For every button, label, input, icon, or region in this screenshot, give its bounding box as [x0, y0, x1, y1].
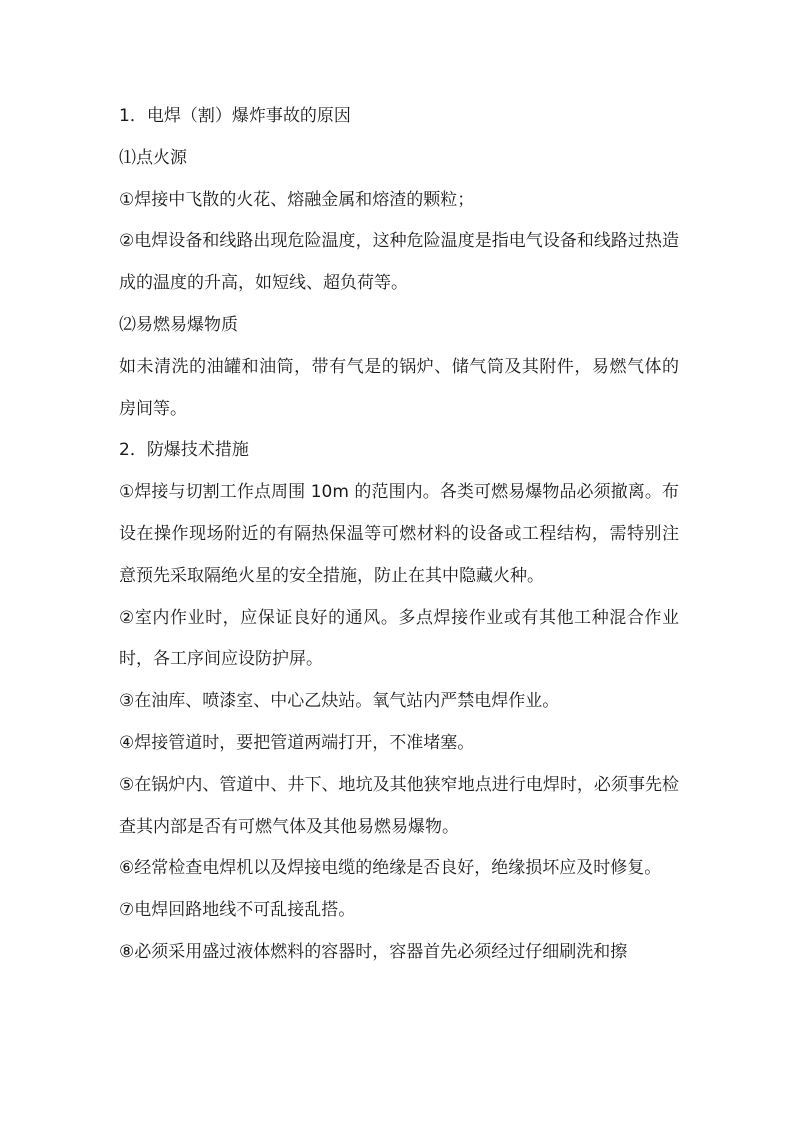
subheading-flammable-materials: ⑵易燃易爆物质	[119, 314, 238, 335]
list-item: ④焊接管道时，要把管道两端打开，不准堵塞。	[119, 732, 475, 753]
list-item: ②电焊设备和线路出现危险温度，这种危险温度是指电气设备和线路过热造成的温度的升高，如短线、超负荷等。	[119, 231, 679, 294]
list-item: ②室内作业时，应保证良好的通风。多点焊接作业或有其他工种混合作业时，各工序间应设防护屏。	[119, 607, 679, 670]
list-item: ③在油库、喷漆室、中心乙炔站。氧气站内严禁电焊作业。	[119, 691, 560, 712]
list-item: ⑤在锅炉内、管道中、井下、地坑及其他狭窄地点进行电焊时，必须事先检查其内部是否有可燃气体及其他易燃易爆物。	[119, 774, 679, 837]
subheading-ignition-source: ⑴点火源	[119, 147, 187, 168]
section-heading-measures: 2．防爆技术措施	[119, 440, 249, 461]
list-item: ⑧必须采用盛过液体燃料的容器时，容器首先必须经过仔细刷洗和擦	[119, 941, 628, 962]
section-heading-causes: 1．电焊（割）爆炸事故的原因	[119, 106, 351, 126]
list-item: ⑥经常检查电焊机以及焊接电缆的绝缘是否良好，绝缘损坏应及时修复。	[119, 858, 662, 879]
body-paragraph: 如未清洗的油罐和油筒，带有气是的锅炉、储气筒及其附件，易燃气体的房间等。	[119, 356, 679, 419]
list-item: ①焊接与切割工作点周围 10m 的范围内。各类可燃易爆物品必须撤离。布设在操作现场附近的有隔热保温等可燃材料的设备或工程结构，需特别注意预先采取隔绝火星的安全措施，防止在其中隐藏火种。	[119, 482, 679, 586]
list-item: ⑦电焊回路地线不可乱接乱搭。	[119, 900, 356, 921]
list-item: ①焊接中飞散的火花、熔融金属和熔渣的颗粒；	[119, 189, 475, 210]
document-body	[119, 96, 679, 974]
